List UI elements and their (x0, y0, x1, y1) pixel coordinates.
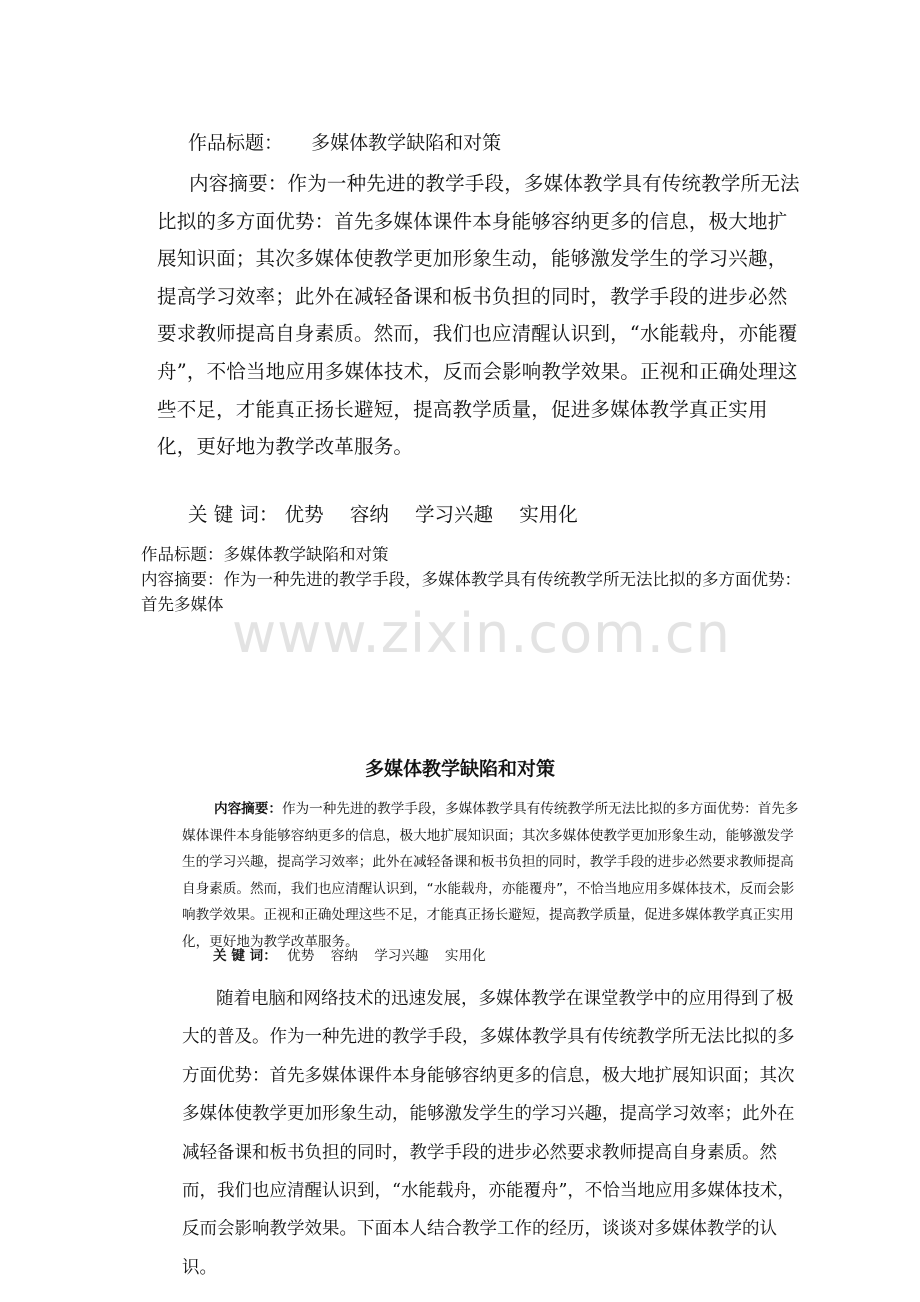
paper-keyword: 容纳 (330, 948, 358, 964)
abstract-text: 作为一种先进的教学手段，多媒体教学具有传统教学所无法比拟的多方面优势：首先多媒体课件本身能够容纳更多的信息，极大地扩展知识面；其次多媒体使教学更加形象生动，能够激发学生的学习兴趣，提高学习效率；此外在减轻备课和板书负担的同时，教学手段的进步必然要求教师提高自身素质。然而，我们也应清醒认识到，“水能载舟，亦能覆舟”，不恰当地应用多媒体技术，反而会影响教学效果。正视和正确处理这些不足，才能真正扬长避短，提高教学质量，促进多媒体教学真正实用化，更好地为教学改革服务。 (157, 172, 800, 459)
paper-keyword: 学习兴趣 (374, 948, 429, 964)
paper-abstract-label: 内容摘要： (214, 801, 282, 817)
paper-abstract (182, 796, 802, 956)
keyword: 学习兴趣 (415, 503, 494, 526)
title-label: 作品标题： (188, 132, 284, 154)
body-paragraph: 随着电脑和网络技术的迅速发展，多媒体教学在课堂教学中的应用得到了极大的普及。作为一种先进的教学手段，多媒体教学具有传统教学所无法比拟的多方面优势：首先多媒体课件本身能够容纳更多的信息，极大地扩展知识面；其次多媒体使教学更加形象生动，能够激发学生的学习兴趣，提高学习效率；此外在减轻备课和板书负担的同时，教学手段的进步必然要求教师提高自身素质。然而，我们也应清醒认识到，“水能载舟，亦能覆舟”，不恰当地应用多媒体技术，反而会影响教学效果。下面本人结合教学工作的经历，谈谈对多媒体教学的认识。 (182, 989, 795, 1278)
title-value: 多媒体教学缺陷和对策 (311, 132, 502, 154)
preview-abstract-line: 内容摘要：作为一种先进的教学手段，多媒体教学具有传统教学所无法比拟的多方面优势：首先多媒体 (141, 570, 801, 614)
abstract-label: 内容摘要： (189, 172, 288, 195)
keyword: 容纳 (349, 503, 389, 526)
paper-keyword: 优势 (287, 948, 315, 964)
abstract-paragraph (157, 165, 807, 466)
page-title: 多媒体教学缺陷和对策 (364, 758, 555, 780)
keyword: 实用化 (519, 503, 578, 526)
paper-keywords-row (213, 944, 498, 964)
watermark-text: www.zixin.com.cn (232, 602, 731, 665)
paper-keyword: 实用化 (444, 948, 486, 964)
keywords-label: 关 键 词： (188, 503, 279, 526)
paper-abstract-text: 作为一种先进的教学手段，多媒体教学具有传统教学所无法比拟的多方面优势：首先多媒体课件本身能够容纳更多的信息，极大地扩展知识面；其次多媒体使教学更加形象生动，能够激发学生的学习兴趣，提高学习效率；此外在减轻备课和板书负担的同时，教学手段的进步必然要求教师提高自身素质。然而，我们也应清醒认识到，“水能载舟，亦能覆舟”，不恰当地应用多媒体技术，反而会影响教学效果。正视和正确处理这些不足，才能真正扬长避短，提高教学质量，促进多媒体教学真正实用化，更好地为教学改革服务。 (182, 801, 799, 950)
doc-title-row (188, 128, 501, 155)
keywords-row (188, 499, 598, 527)
paper-keywords-label: 关 键 词： (213, 948, 277, 964)
keyword: 优势 (284, 503, 324, 526)
preview-title-line: 作品标题：多媒体教学缺陷和对策 (141, 545, 389, 564)
